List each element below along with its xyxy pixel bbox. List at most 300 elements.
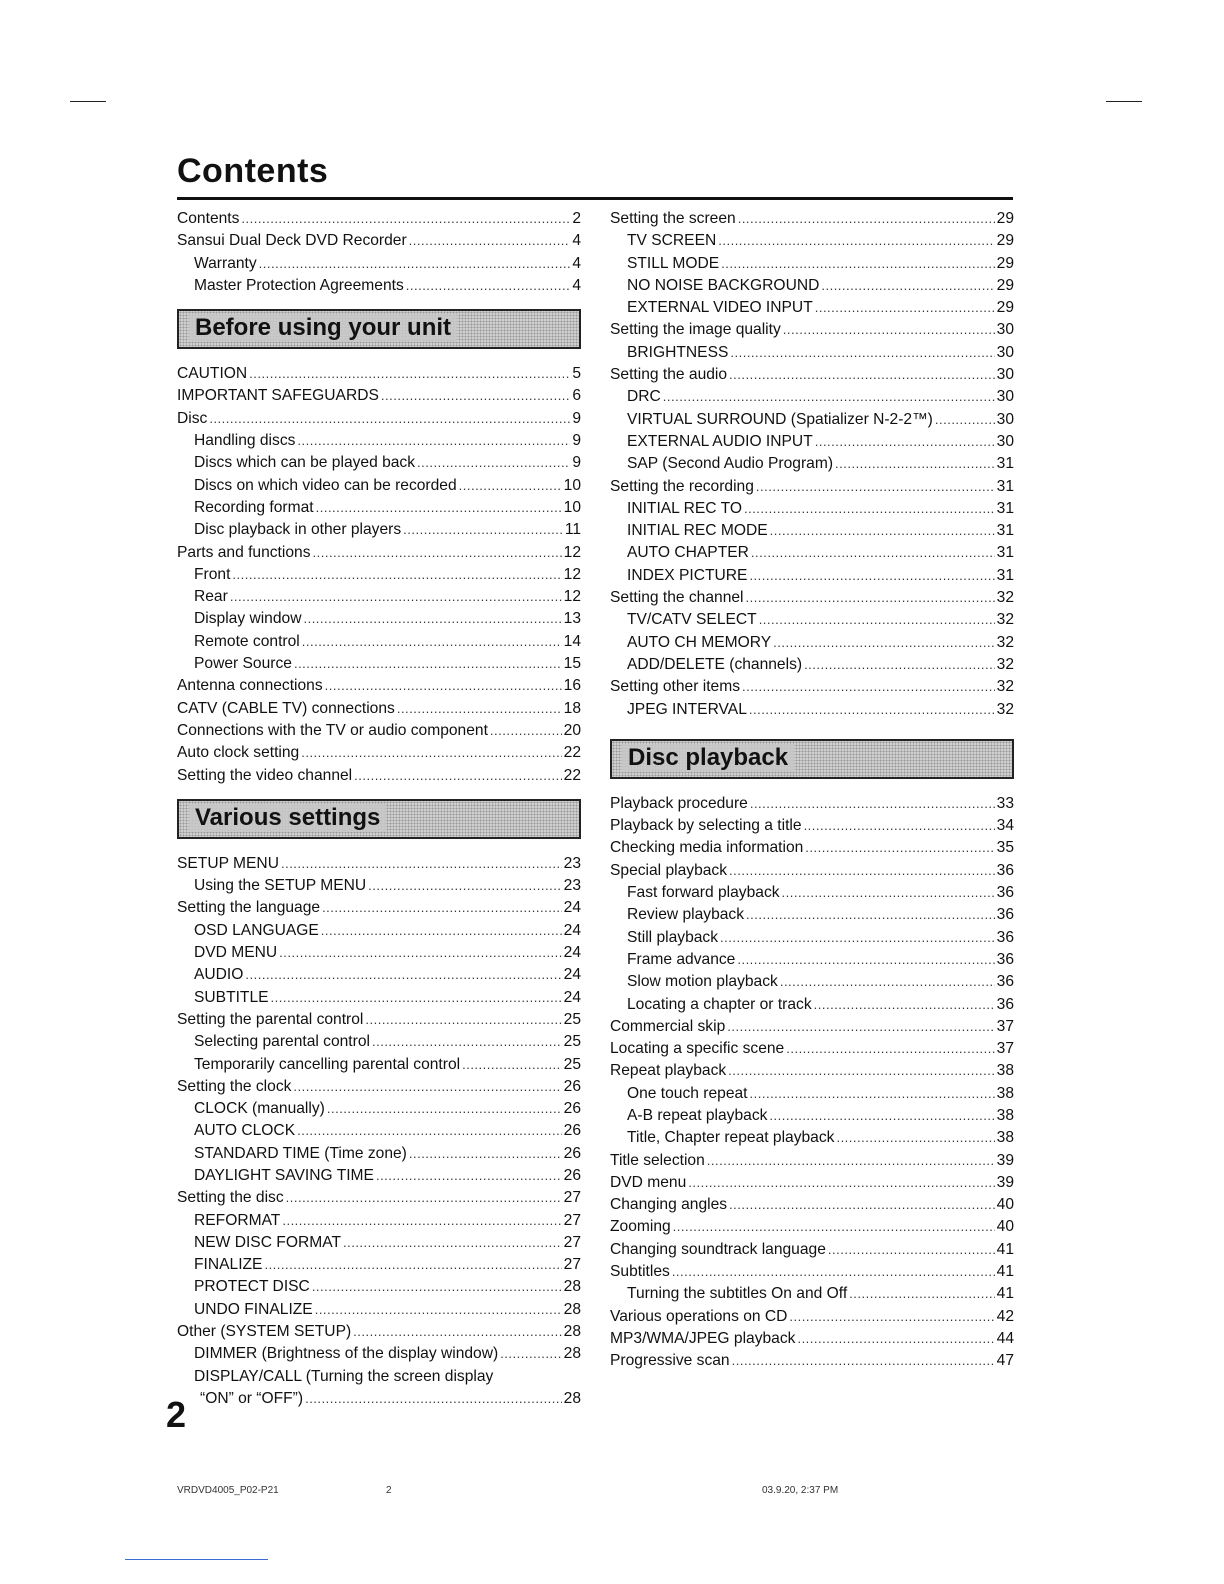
leader-dots [313, 542, 562, 564]
toc-entry[interactable] [610, 386, 1014, 408]
toc-entry-title: Playback procedure [610, 794, 748, 812]
toc-entry-page: 25 [563, 1055, 581, 1073]
toc-entry[interactable] [610, 587, 1014, 609]
toc-entry-title: BRIGHTNESS [627, 343, 729, 361]
footer-timestamp: 03.9.20, 2:37 PM [762, 1485, 839, 1496]
toc-entry[interactable] [177, 942, 581, 964]
leader-dots [305, 1388, 562, 1410]
toc-entry-title: Connections with the TV or audio component [177, 721, 488, 739]
toc-entry-page: 39 [996, 1151, 1014, 1169]
toc-entry-title: DVD MENU [194, 944, 278, 962]
toc-entry-title: DISPLAY/CALL (Turning the screen display [194, 1367, 494, 1385]
toc-entry-title: SETUP MENU [177, 854, 279, 872]
toc-entry-page: 32 [996, 589, 1014, 607]
toc-entry-title: Sansui Dual Deck DVD Recorder [177, 232, 407, 250]
toc-entry-page: 32 [996, 611, 1014, 629]
leader-dots [804, 654, 995, 676]
toc-entry-title: Zooming [610, 1218, 671, 1236]
toc-entry-title: JPEG INTERVAL [627, 700, 747, 718]
toc-entry-page: 30 [996, 410, 1014, 428]
leader-dots [315, 1299, 562, 1321]
toc-entry-title: Setting the language [177, 899, 321, 917]
leader-dots [789, 1306, 994, 1328]
toc-entry-title: DIMMER (Brightness of the display window) [194, 1345, 499, 1363]
toc-entry-title: Special playback [610, 861, 728, 879]
leader-dots [727, 1016, 994, 1038]
toc-entry-title: Changing soundtrack language [610, 1240, 826, 1258]
leader-dots [780, 971, 995, 993]
toc-entry-page: 31 [996, 566, 1014, 584]
leader-dots [381, 385, 570, 407]
toc-entry-page: 15 [563, 655, 581, 673]
toc-entry[interactable] [177, 1009, 581, 1031]
toc-entry-page: 24 [563, 944, 581, 962]
toc-entry-title: TV SCREEN [627, 232, 717, 250]
leader-dots [836, 1127, 994, 1149]
leader-dots [249, 363, 570, 385]
toc-entry-page: 30 [996, 432, 1014, 450]
toc-entry-title: Repeat playback [610, 1062, 727, 1080]
leader-dots [282, 1210, 561, 1232]
toc-entry-page: 31 [996, 455, 1014, 473]
toc-entry-title: Title selection [610, 1151, 705, 1169]
toc-entry-page: 32 [996, 678, 1014, 696]
toc-entry-page: 36 [996, 973, 1014, 991]
toc-entry-title: FINALIZE [194, 1256, 263, 1274]
toc-entry-title: CAUTION [177, 365, 248, 383]
toc-entry-title: Rear [194, 588, 228, 606]
toc-entry[interactable] [177, 653, 581, 675]
toc-entry-title: Setting the audio [610, 366, 728, 384]
toc-entry-title: Playback by selecting a title [610, 817, 802, 835]
toc-entry[interactable] [177, 897, 581, 919]
leader-dots [286, 1187, 562, 1209]
leader-dots [322, 897, 562, 919]
toc-entry[interactable] [177, 1366, 581, 1411]
toc-entry-title: Setting the recording [610, 477, 754, 495]
toc-entry-page: 32 [996, 655, 1014, 673]
toc-entry-title: SAP (Second Audio Program) [627, 455, 834, 473]
leader-dots [729, 860, 995, 882]
toc-entry[interactable] [610, 1216, 1014, 1238]
toc-entry[interactable] [177, 452, 581, 474]
toc-entry[interactable] [610, 1350, 1014, 1372]
toc-entry-page: 4 [572, 276, 581, 294]
toc-entry[interactable] [177, 698, 581, 720]
toc-entry[interactable] [177, 1143, 581, 1165]
leader-dots [417, 452, 570, 474]
toc-entry[interactable] [177, 275, 581, 297]
toc-entry[interactable] [610, 1150, 1014, 1172]
toc-entry-page: 31 [996, 544, 1014, 562]
toc-entry[interactable] [610, 565, 1014, 587]
toc-entry[interactable] [610, 253, 1014, 275]
toc-entry[interactable] [177, 853, 581, 875]
leader-dots [742, 676, 995, 698]
toc-entry[interactable] [610, 632, 1014, 654]
toc-entry-title: Selecting parental control [194, 1033, 370, 1051]
toc-entry[interactable] [177, 230, 581, 252]
leader-dots [663, 386, 995, 408]
toc-entry-title: Auto clock setting [177, 744, 300, 762]
leader-dots [750, 793, 995, 815]
toc-entry-title: Disc playback in other players [194, 521, 402, 539]
toc-entry[interactable] [610, 476, 1014, 498]
toc-entry-page: 28 [563, 1278, 581, 1296]
leader-dots [409, 230, 571, 252]
toc-entry[interactable] [177, 385, 581, 407]
toc-entry[interactable] [610, 971, 1014, 993]
toc-entry-title: Master Protection Agreements [194, 276, 404, 294]
toc-entry-page: 26 [563, 1166, 581, 1184]
toc-entry[interactable] [177, 1165, 581, 1187]
leader-dots [279, 942, 561, 964]
toc-entry[interactable] [610, 498, 1014, 520]
toc-entry-title: AUTO CHAPTER [627, 544, 749, 562]
leader-dots [718, 230, 994, 252]
toc-entry[interactable] [610, 1172, 1014, 1194]
toc-entry[interactable] [610, 275, 1014, 297]
toc-entry-page: 31 [996, 499, 1014, 517]
toc-entry[interactable] [177, 408, 581, 430]
section-title: Various settings [189, 804, 386, 832]
leader-dots [729, 364, 995, 386]
toc-entry-title: One touch repeat [627, 1084, 748, 1102]
toc-entry[interactable] [610, 793, 1014, 815]
toc-entry[interactable] [610, 520, 1014, 542]
toc-entry-title-cont: “ON” or “OFF”) [200, 1389, 304, 1407]
toc-entry[interactable] [610, 1038, 1014, 1060]
toc-entry[interactable] [610, 230, 1014, 252]
toc-entry-page: 38 [996, 1129, 1014, 1147]
leader-dots [397, 698, 562, 720]
toc-entry-page: 47 [996, 1352, 1014, 1370]
toc-group [610, 208, 1014, 721]
toc-entry[interactable] [610, 1261, 1014, 1283]
leader-dots [737, 949, 994, 971]
toc-entry[interactable] [610, 1306, 1014, 1328]
leader-dots [271, 987, 562, 1009]
leader-dots [302, 631, 562, 653]
toc-entry[interactable] [177, 586, 581, 608]
toc-entry[interactable] [177, 542, 581, 564]
leader-dots [312, 1276, 562, 1298]
toc-entry[interactable] [177, 253, 581, 275]
toc-entry-title: PROTECT DISC [194, 1278, 310, 1296]
toc-entry[interactable] [177, 519, 581, 541]
leader-dots [849, 1283, 994, 1305]
toc-entry-title: AUTO CLOCK [194, 1122, 296, 1140]
leader-dots [749, 699, 995, 721]
leader-dots [301, 742, 561, 764]
toc-entry-page: 9 [572, 409, 581, 427]
toc-entry-title: Temporarily cancelling parental control [194, 1055, 461, 1073]
toc-entry[interactable] [610, 208, 1014, 230]
toc-entry-title: A-B repeat playback [627, 1106, 768, 1124]
toc-entry-page: 31 [996, 477, 1014, 495]
toc-column-right [610, 208, 1014, 1373]
toc-entry-page: 37 [996, 1040, 1014, 1058]
toc-entry[interactable] [177, 1210, 581, 1232]
toc-entry-continuation [194, 1388, 581, 1410]
leader-dots [241, 208, 570, 230]
toc-entry-page: 35 [996, 839, 1014, 857]
toc-entry[interactable] [177, 920, 581, 942]
toc-entry-title: Setting the clock [177, 1077, 292, 1095]
toc-entry[interactable] [177, 475, 581, 497]
toc-entry[interactable] [610, 994, 1014, 1016]
toc-entry[interactable] [610, 699, 1014, 721]
leader-dots [353, 1321, 561, 1343]
leader-dots [815, 431, 995, 453]
toc-entry[interactable] [610, 1283, 1014, 1305]
toc-entry-title: Checking media information [610, 839, 804, 857]
toc-entry-title: INITIAL REC MODE [627, 522, 768, 540]
toc-entry-page: 14 [563, 632, 581, 650]
leader-dots [327, 1098, 562, 1120]
toc-entry-page: 26 [563, 1100, 581, 1118]
toc-entry[interactable] [610, 837, 1014, 859]
leader-dots [232, 564, 561, 586]
leader-dots [773, 632, 995, 654]
toc-entry[interactable] [177, 964, 581, 986]
leader-dots [730, 342, 994, 364]
toc-entry[interactable] [177, 564, 581, 586]
toc-entry-title: STILL MODE [627, 254, 720, 272]
section-header-various-settings [177, 799, 581, 839]
toc-entry-page: 29 [996, 276, 1014, 294]
toc-entry[interactable] [177, 1120, 581, 1142]
toc-entry[interactable] [177, 765, 581, 787]
toc-entry[interactable] [610, 1083, 1014, 1105]
toc-entry-page: 27 [563, 1256, 581, 1274]
toc-entry-title: AUDIO [194, 966, 244, 984]
toc-entry[interactable] [177, 987, 581, 1009]
toc-entry[interactable] [177, 608, 581, 630]
toc-entry[interactable] [177, 208, 581, 230]
leader-dots [297, 430, 570, 452]
toc-entry-title: Antenna connections [177, 677, 323, 695]
leader-dots [721, 253, 995, 275]
toc-entry-page: 25 [563, 1010, 581, 1028]
leader-dots [815, 297, 995, 319]
toc-entry[interactable] [177, 1232, 581, 1254]
toc-entry[interactable] [610, 1127, 1014, 1149]
toc-entry-page: 24 [563, 988, 581, 1006]
leader-dots [720, 927, 995, 949]
toc-entry-page: 44 [996, 1329, 1014, 1347]
toc-entry[interactable] [610, 676, 1014, 698]
toc-entry[interactable] [177, 1098, 581, 1120]
toc-entry-page: 25 [563, 1033, 581, 1051]
toc-entry-page: 36 [996, 928, 1014, 946]
toc-entry[interactable] [177, 1343, 581, 1365]
toc-entry[interactable] [610, 1105, 1014, 1127]
toc-entry-title: Setting the channel [610, 589, 744, 607]
leader-dots [821, 275, 994, 297]
toc-entry[interactable] [610, 927, 1014, 949]
toc-entry[interactable] [177, 1054, 581, 1076]
crop-mark-right [1106, 101, 1142, 102]
toc-entry[interactable] [177, 1321, 581, 1343]
toc-entry-title: Contents [177, 210, 240, 227]
toc-group [177, 853, 581, 1366]
leader-dots [325, 675, 562, 697]
leader-dots [264, 1254, 561, 1276]
toc-entry-page: 4 [572, 254, 581, 272]
toc-entry-title: Warranty [194, 254, 257, 272]
toc-entry[interactable] [177, 675, 581, 697]
toc-entry-page: 27 [563, 1189, 581, 1207]
toc-entry-page: 24 [563, 921, 581, 939]
toc-entry-page: 9 [572, 432, 581, 450]
leader-dots [294, 653, 562, 675]
toc-entry[interactable] [610, 342, 1014, 364]
leader-dots [732, 1350, 995, 1372]
toc-entry[interactable] [610, 1016, 1014, 1038]
toc-entry-page: 30 [996, 366, 1014, 384]
toc-entry[interactable] [177, 631, 581, 653]
toc-entry-page: 38 [996, 1062, 1014, 1080]
toc-entry-title: UNDO FINALIZE [194, 1300, 313, 1318]
toc-entry-page: 41 [996, 1240, 1014, 1258]
crop-mark-left [70, 101, 106, 102]
section-title: Before using your unit [189, 314, 457, 342]
toc-entry-title: VIRTUAL SURROUND (Spatializer N-2-2™) [627, 410, 933, 428]
toc-entry-page: 4 [572, 232, 581, 250]
toc-entry-title: INDEX PICTURE [627, 566, 748, 584]
toc-entry-page: 28 [563, 1389, 581, 1407]
leader-dots [770, 520, 995, 542]
toc-entry[interactable] [610, 815, 1014, 837]
toc-entry[interactable] [610, 431, 1014, 453]
toc-entry[interactable] [610, 1060, 1014, 1082]
leader-dots [372, 1031, 562, 1053]
toc-entry-page: 29 [996, 210, 1014, 227]
toc-entry-page: 13 [563, 610, 581, 628]
leader-dots [368, 875, 561, 897]
toc-entry-title: Setting the parental control [177, 1010, 364, 1028]
toc-entry-page: 30 [996, 343, 1014, 361]
toc-group [177, 363, 581, 787]
toc-entry[interactable] [177, 1187, 581, 1209]
toc-entry[interactable] [610, 654, 1014, 676]
toc-entry-title: Progressive scan [610, 1352, 730, 1370]
toc-entry[interactable] [177, 1276, 581, 1298]
toc-entry-title: Subtitles [610, 1263, 670, 1281]
toc-entry-title: Other (SYSTEM SETUP) [177, 1323, 352, 1341]
leader-dots [672, 1261, 995, 1283]
leader-dots [746, 904, 995, 926]
toc-entry-page: 30 [996, 388, 1014, 406]
toc-entry-title: Setting the image quality [610, 321, 781, 339]
leader-dots [805, 837, 994, 859]
toc-entry-page: 32 [996, 633, 1014, 651]
toc-entry-page: 23 [563, 877, 581, 895]
leader-dots [782, 882, 995, 904]
toc-entry[interactable] [610, 1328, 1014, 1350]
leader-dots [297, 1120, 562, 1142]
toc-entry[interactable] [610, 453, 1014, 475]
toc-entry-title: Slow motion playback [627, 973, 778, 991]
toc-entry-page: 26 [563, 1077, 581, 1095]
toc-entry-title: Locating a chapter or track [627, 995, 812, 1013]
toc-entry[interactable] [177, 875, 581, 897]
toc-entry-title: IMPORTANT SAFEGUARDS [177, 387, 379, 405]
toc-entry-page: 11 [564, 521, 581, 539]
toc-entry[interactable] [177, 1299, 581, 1321]
toc-entry-page: 28 [563, 1300, 581, 1318]
leader-dots [797, 1328, 994, 1350]
leader-dots [409, 1143, 562, 1165]
toc-entry[interactable] [610, 904, 1014, 926]
toc-entry-page: 27 [563, 1233, 581, 1251]
toc-entry[interactable] [177, 720, 581, 742]
toc-entry-page: 39 [996, 1173, 1014, 1191]
leader-dots [738, 208, 995, 230]
toc-entry[interactable] [177, 1076, 581, 1098]
toc-entry[interactable] [177, 497, 581, 519]
toc-entry[interactable] [610, 319, 1014, 341]
leader-dots [230, 586, 562, 608]
toc-entry-title: Changing angles [610, 1196, 728, 1214]
leader-dots [769, 1105, 994, 1127]
toc-entry[interactable] [177, 430, 581, 452]
toc-entry-page: 30 [996, 321, 1014, 339]
toc-group [610, 793, 1014, 1373]
toc-entry-title: EXTERNAL AUDIO INPUT [627, 432, 813, 450]
toc-entry-title: Setting the disc [177, 1189, 284, 1207]
toc-entry[interactable] [177, 1254, 581, 1276]
toc-entry[interactable] [610, 882, 1014, 904]
toc-entry[interactable] [610, 364, 1014, 386]
toc-entry[interactable] [177, 363, 581, 385]
leader-dots [500, 1343, 561, 1365]
leader-dots [746, 587, 995, 609]
toc-entry[interactable] [610, 409, 1014, 431]
toc-entry-page: 10 [563, 476, 581, 494]
toc-entry-title: ADD/DELETE (channels) [627, 655, 803, 673]
leader-dots [403, 519, 563, 541]
toc-entry-title: Front [194, 565, 231, 583]
toc-entry-title: DVD menu [610, 1173, 687, 1191]
toc-entry-page: 24 [563, 899, 581, 917]
leader-dots [303, 608, 561, 630]
toc-entry-page: 20 [563, 721, 581, 739]
toc-entry-title: Setting other items [610, 678, 741, 696]
toc-entry-page: 36 [996, 884, 1014, 902]
toc-entry-page: 28 [563, 1323, 581, 1341]
leader-dots [750, 1083, 995, 1105]
toc-entry[interactable] [610, 1239, 1014, 1261]
toc-entry-title: REFORMAT [194, 1211, 281, 1229]
leader-dots [316, 497, 562, 519]
toc-entry-page: 29 [996, 232, 1014, 250]
toc-entry-page: 28 [563, 1345, 581, 1363]
toc-entry[interactable] [610, 542, 1014, 564]
section-header-before-using [177, 309, 581, 349]
toc-entry-page: 9 [572, 454, 581, 472]
toc-entry-page: 29 [996, 254, 1014, 272]
toc-entry[interactable] [610, 860, 1014, 882]
toc-entry[interactable] [610, 297, 1014, 319]
toc-entry[interactable] [610, 609, 1014, 631]
toc-entry[interactable] [177, 742, 581, 764]
page-number: 2 [166, 1394, 187, 1435]
toc-entry[interactable] [610, 949, 1014, 971]
toc-entry[interactable] [610, 1194, 1014, 1216]
toc-entry[interactable] [177, 1031, 581, 1053]
